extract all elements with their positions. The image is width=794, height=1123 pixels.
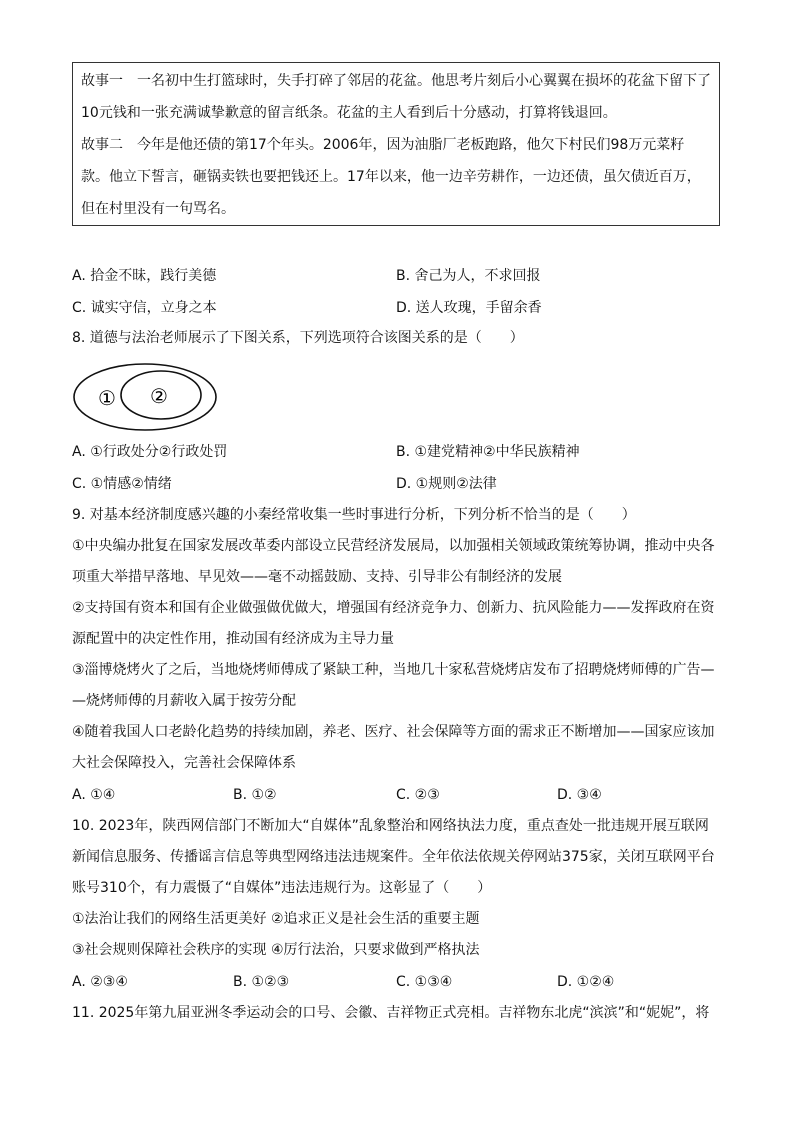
story-line: 故事一 一名初中生打篮球时，失手打碎了邻居的花盆。他思考片刻后小心翼翼在损坏的花盆下留下了 (81, 73, 711, 89)
q10-option-c: C. ①③④ (396, 974, 453, 990)
q9-line: 项重大举措早落地、早见效——毫不动摇鼓励、支持、引导非公有制经济的发展 (72, 569, 562, 585)
q9-line: ③淄博烧烤火了之后，当地烧烤师傅成了紧缺工种，当地几十家私营烧烤店发布了招聘烧烤师傅的广告— (72, 662, 715, 678)
story-line: 10元钱和一张充满诚挚歉意的留言纸条。花盆的主人看到后十分感动，打算将钱退回。 (81, 105, 617, 121)
q9-line: 大社会保障投入，完善社会保障体系 (72, 755, 296, 771)
q9-line: ④随着我国人口老龄化趋势的持续加剧，养老、医疗、社会保障等方面的需求正不断增加——国家应该加 (72, 724, 715, 740)
q9-line: ②支持国有资本和国有企业做强做优做大，增强国有经济竞争力、创新力、抗风险能力——发挥政府在资 (72, 600, 715, 616)
inner-label: ② (150, 384, 168, 408)
q9-option-a: A. ①④ (72, 787, 116, 803)
q10-line: 10. 2023年，陕西网信部门不断加大“自媒体”乱象整治和网络执法力度，重点查处一批违规开展互联网 (72, 818, 709, 834)
q10-option-d: D. ①②④ (557, 974, 615, 990)
story-line: 但在村里没有一句骂名。 (81, 201, 235, 217)
q9-line: ①中央编办批复在国家发展改革委内部设立民营经济发展局，以加强相关领域政策统筹协调，推动中央各 (72, 538, 715, 554)
q8-option-a: A. ①行政处分②行政处罚 (72, 444, 228, 460)
q9-option-d: D. ③④ (557, 787, 602, 803)
q9-line: 源配置中的决定性作用，推动国有经济成为主导力量 (72, 631, 394, 647)
q8-stem: 8. 道德与法治老师展示了下图关系，下列选项符合该图关系的是（ ） (72, 330, 524, 346)
q9-option-b: B. ①② (233, 787, 277, 803)
q10-line: ③社会规则保障社会秩序的实现 ④厉行法治，只要求做到严格执法 (72, 942, 480, 958)
q10-option-a: A. ②③④ (72, 974, 128, 990)
q9-option-c: C. ②③ (396, 787, 440, 803)
q7-option-d: D. 送人玫瑰，手留余香 (396, 300, 542, 316)
q10-line: 账号310个，有力震慑了“自媒体”违法违规行为。这彰显了（ ） (72, 880, 492, 896)
q7-option-a: A. 拾金不昧，践行美德 (72, 268, 217, 284)
story-box (72, 62, 720, 226)
q10-option-b: B. ①②③ (233, 974, 290, 990)
nested-set-diagram (72, 362, 218, 432)
q10-line: ①法治让我们的网络生活更美好 ②追求正义是社会生活的重要主题 (72, 911, 480, 927)
q9-line: —烧烤师傅的月薪收入属于按劳分配 (72, 693, 296, 709)
q8-option-b: B. ①建党精神②中华民族精神 (396, 444, 580, 460)
q9-stem: 9. 对基本经济制度感兴趣的小秦经常收集一些时事进行分析，下列分析不恰当的是（ ） (72, 507, 636, 523)
q7-option-b: B. 舍己为人，不求回报 (396, 268, 541, 284)
q8-option-c: C. ①情感②情绪 (72, 476, 172, 492)
q8-option-d: D. ①规则②法律 (396, 476, 497, 492)
outer-ellipse (74, 364, 216, 430)
story-line: 故事二 今年是他还债的第17个年头。2006年，因为油脂厂老板跑路，他欠下村民们98万元菜籽 (81, 137, 685, 153)
outer-label: ① (98, 386, 116, 410)
q11-line: 11. 2025年第九届亚洲冬季运动会的口号、会徽、吉祥物正式亮相。吉祥物东北虎“滨滨”和“妮妮”，将 (72, 1005, 710, 1021)
q7-option-c: C. 诚实守信，立身之本 (72, 300, 217, 316)
story-line: 款。他立下誓言，砸锅卖铁也要把钱还上。17年以来，他一边辛劳耕作，一边还债，虽欠债近百万， (81, 169, 701, 185)
q10-line: 新闻信息服务、传播谣言信息等典型网络违法违规案件。全年依法依规关停网站375家，关闭互联网平台 (72, 849, 715, 865)
